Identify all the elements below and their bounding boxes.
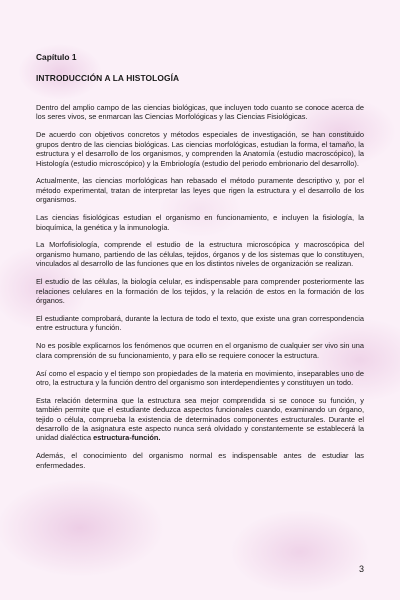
emphasis-structure-function: estructura-función. [93, 433, 161, 443]
paragraph-1: Dentro del amplio campo de las ciencias biológicas, que incluyen todo cuanto se conoce acerca de los seres vivos, se enmarcan las Ciencias Morfológicas y las Ciencias Fisiológicas. [36, 103, 364, 122]
paragraph-8: No es posible explicarnos los fenómenos que ocurren en el organismo de cualquier ser vivo sin una clara comprensión de su funcionamiento, y para ello se requiere conocer la estructura. [36, 341, 364, 360]
page-number: 3 [358, 564, 364, 574]
paragraph-5: La Morfofisiología, comprende el estudio de la estructura microscópica y macroscópica del organismo humano, partiendo de las células, tejidos, órganos y de los sistemas que lo constituyen, vinculados al desarrollo de las funciones que en los distintos niveles de organización se realizan. [36, 240, 364, 269]
paragraph-11: Además, el conocimiento del organismo normal es indispensable antes de estudiar las enfermedades. [36, 451, 364, 470]
document-page [36, 52, 364, 479]
paragraph-10-text: Esta relación determina que la estructura sea mejor comprendida si se conoce su función, y también permite que el estudiante deduzca aspectos funcionales cuando, examinando un órgano, tejido o célula, comprueba la existencia de determinados componentes estructurales. Durante el desarrollo de la asignatura este aspecto nunca será olvidado y constantemente se establecerá la unidad dialéctica [36, 395, 364, 443]
chapter-title: INTRODUCCIÓN A LA HISTOLOGÍA [36, 73, 180, 83]
chapter-label: Capítulo 1 [36, 52, 77, 62]
paragraph-2: De acuerdo con objetivos concretos y métodos especiales de investigación, se han constituido grupos dentro de las ciencias biológicas. Las ciencias morfológicas, estudian la forma, el tamaño, la estructura y el desarrollo de los organismos, y comprenden la Anatomía (estudio macroscópico), la Histología (estudio microscópico) y la Embriología (estudio del periodo embrionario del desarrollo). [36, 130, 364, 168]
paragraph-3: Actualmente, las ciencias morfológicas han rebasado el método puramente descriptivo y, por el método experimental, tratan de interpretar las leyes que rigen la estructura y el desarrollo de los organismos. [36, 176, 364, 205]
paragraph-9: Así como el espacio y el tiempo son propiedades de la materia en movimiento, inseparables uno de otro, la estructura y la función dentro del organismo son interdependientes y constituyen un todo. [36, 368, 364, 387]
paragraph-4: Las ciencias fisiológicas estudian el organismo en funcionamiento, e incluyen la fisiología, la bioquímica, la genética y la inmunología. [36, 213, 364, 232]
paragraph-10 [36, 396, 364, 443]
paragraph-7: El estudiante comprobará, durante la lectura de todo el texto, que existe una gran correspondencia entre estructura y función. [36, 313, 364, 333]
paragraph-6: El estudio de las células, la biología celular, es indispensable para comprender posteriormente las relaciones celulares en la formación de los tejidos, y la relación de estos en la formación de los órganos. [36, 277, 364, 305]
